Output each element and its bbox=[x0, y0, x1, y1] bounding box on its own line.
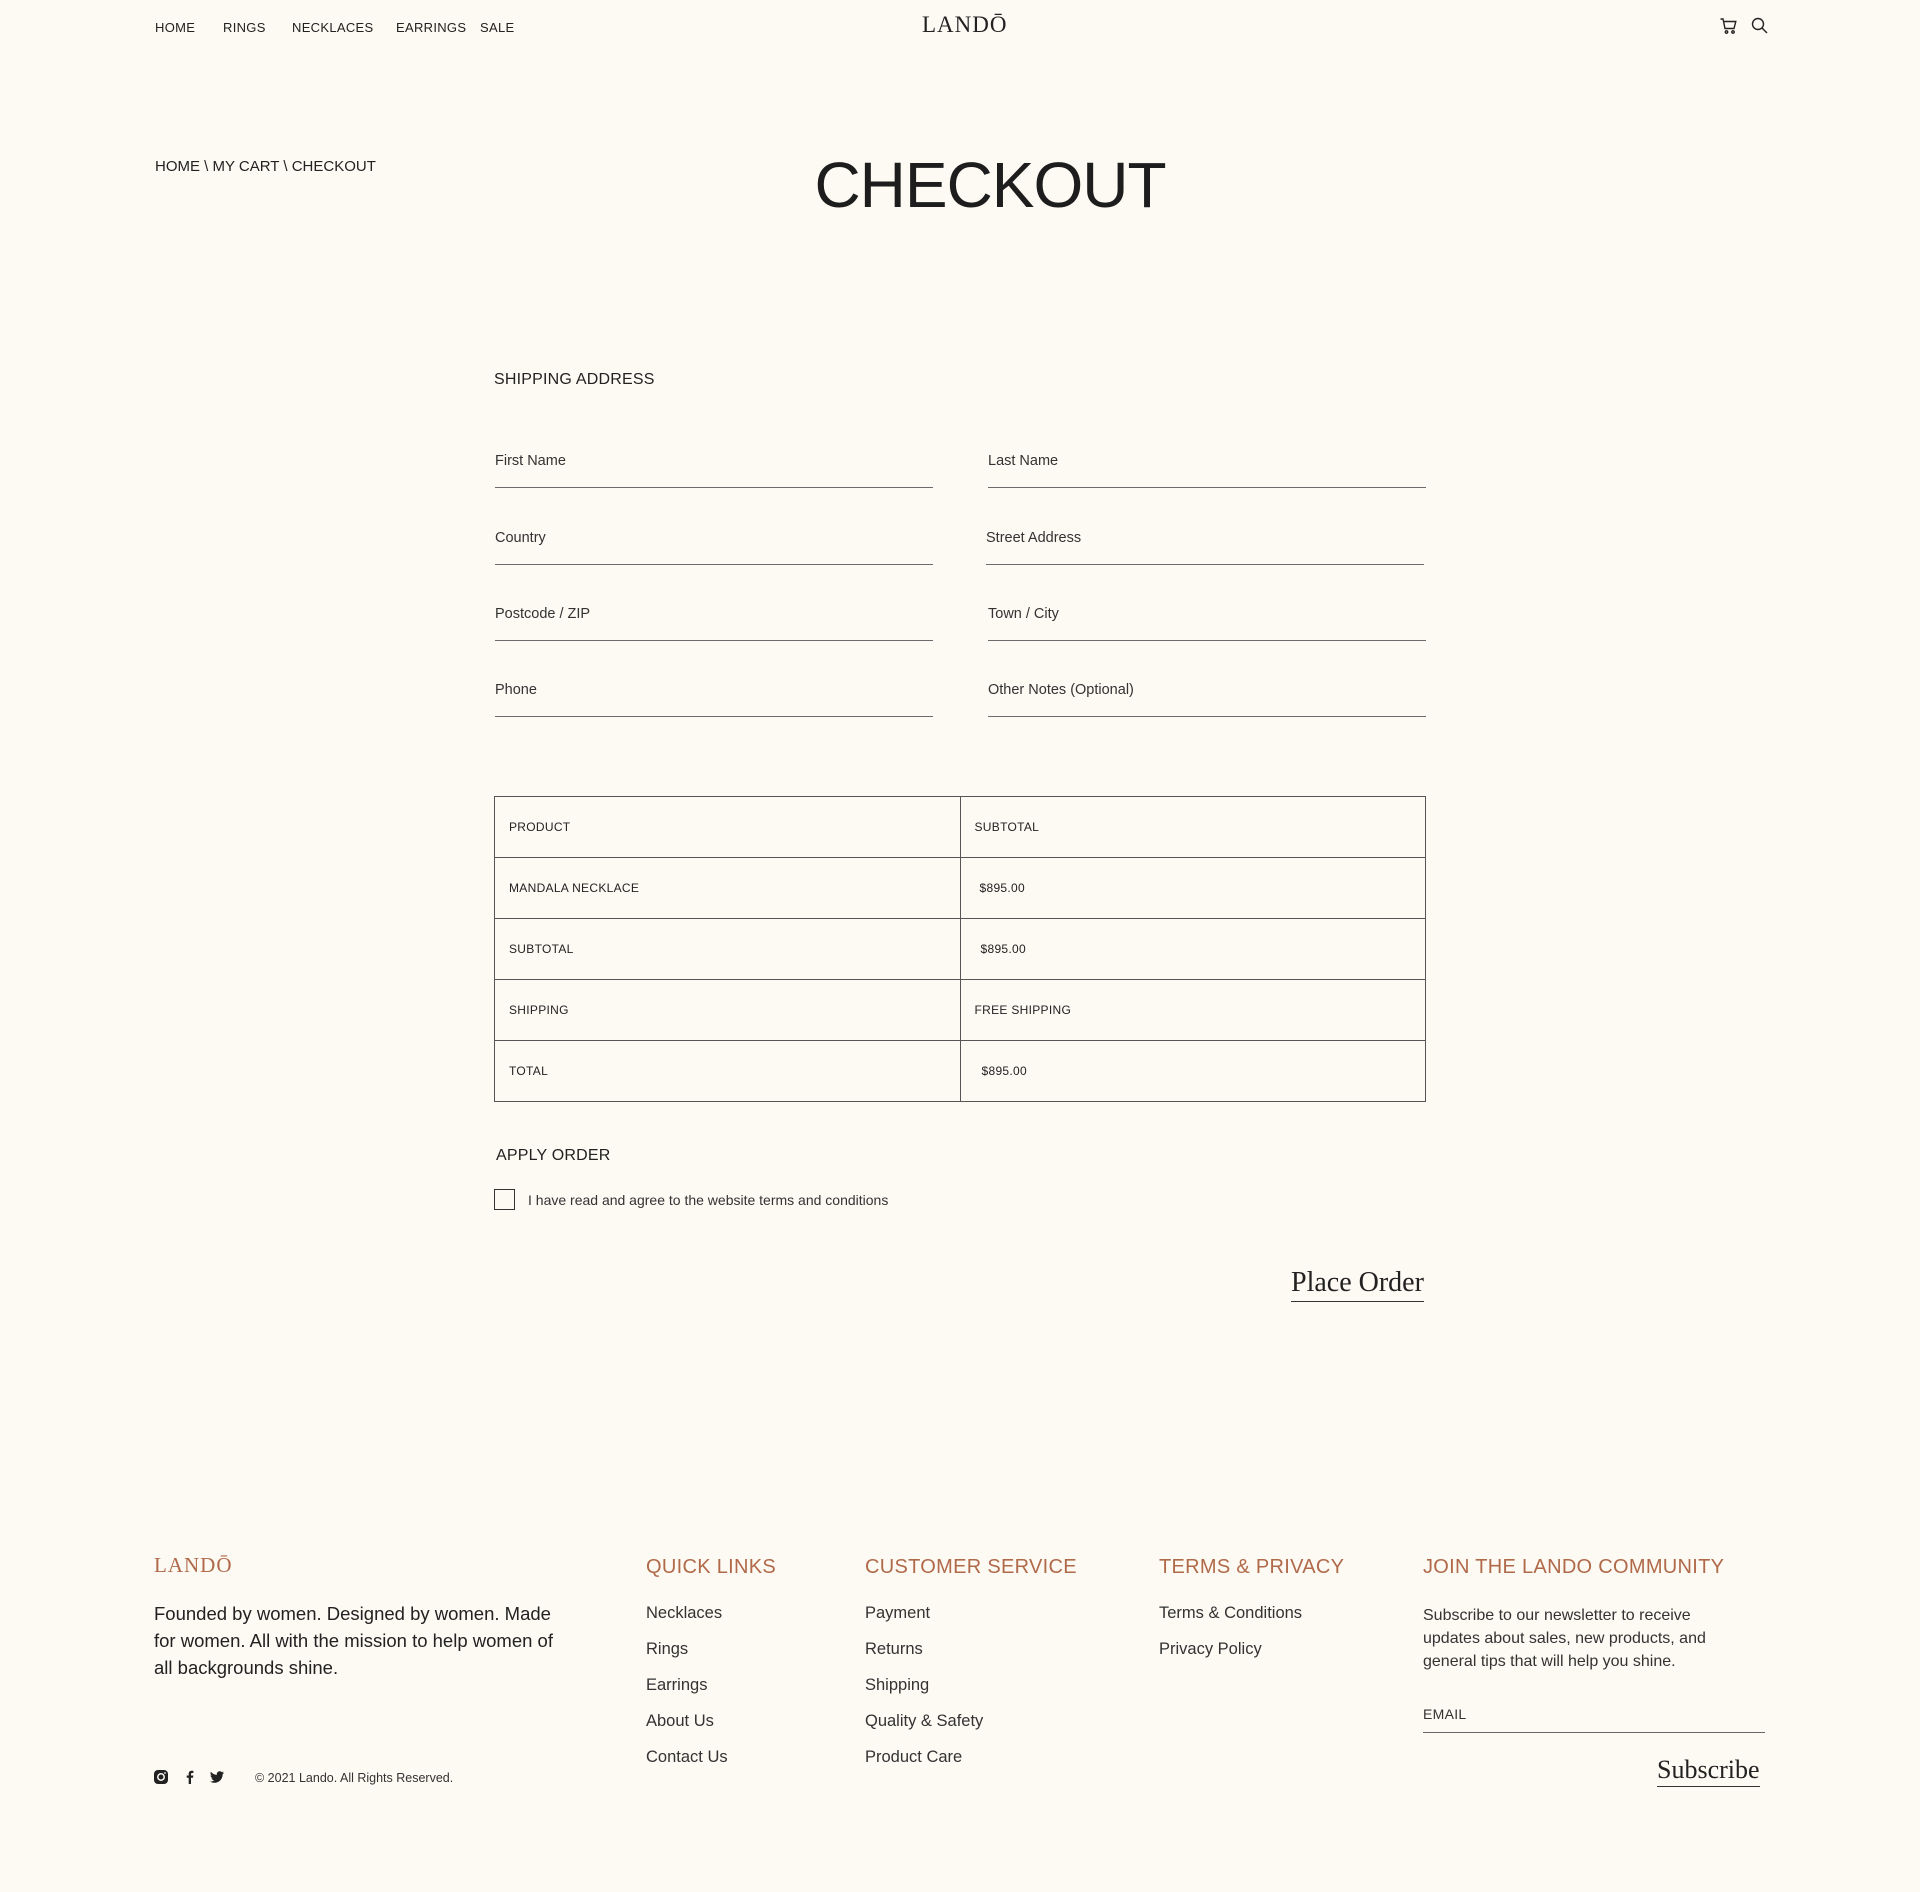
footer-link-returns[interactable]: Returns bbox=[865, 1640, 923, 1658]
last-name-label: Last Name bbox=[988, 453, 1059, 469]
first-name-label: First Name bbox=[495, 453, 566, 469]
nav-rings[interactable]: RINGS bbox=[223, 20, 266, 35]
facebook-icon[interactable] bbox=[182, 1769, 198, 1785]
total-value: $895.00 bbox=[960, 1041, 1426, 1102]
quick-links-heading: QUICK LINKS bbox=[646, 1556, 776, 1578]
country-field[interactable] bbox=[495, 530, 933, 565]
nav-earrings[interactable]: EARRINGS bbox=[396, 20, 467, 35]
customer-service-list bbox=[865, 1604, 983, 1784]
footer-link-privacy-policy[interactable]: Privacy Policy bbox=[1159, 1640, 1262, 1658]
postcode-input[interactable] bbox=[495, 620, 937, 638]
terms-checkbox[interactable] bbox=[494, 1189, 515, 1210]
footer-link-terms-conditions[interactable]: Terms & Conditions bbox=[1159, 1604, 1303, 1622]
footer-link-earrings[interactable]: Earrings bbox=[646, 1676, 708, 1694]
town-city-field[interactable] bbox=[988, 606, 1426, 641]
nav-necklaces[interactable]: NECKLACES bbox=[292, 20, 374, 35]
shipping-value: FREE SHIPPING bbox=[960, 980, 1426, 1041]
header-logo[interactable]: LANDŌ bbox=[922, 12, 1008, 37]
terms-privacy-list bbox=[1159, 1604, 1302, 1676]
table-row bbox=[495, 919, 1426, 980]
phone-input[interactable] bbox=[495, 696, 937, 714]
postcode-label: Postcode / ZIP bbox=[495, 606, 591, 622]
product-price: $895.00 bbox=[960, 858, 1426, 919]
other-notes-label: Other Notes (Optional) bbox=[988, 682, 1134, 698]
search-icon[interactable] bbox=[1750, 16, 1770, 36]
twitter-icon[interactable] bbox=[209, 1769, 225, 1785]
email-label: EMAIL bbox=[1423, 1706, 1467, 1722]
first-name-field[interactable] bbox=[495, 453, 933, 488]
quick-links-list bbox=[646, 1604, 728, 1784]
table-row bbox=[495, 858, 1426, 919]
terms-label[interactable]: I have read and agree to the website terms and conditions bbox=[528, 1191, 889, 1208]
last-name-input[interactable] bbox=[988, 467, 1430, 485]
cart-icon[interactable] bbox=[1719, 16, 1739, 36]
subscribe-button[interactable]: Subscribe bbox=[1657, 1755, 1760, 1787]
shipping-address-heading: SHIPPING ADDRESS bbox=[494, 371, 655, 388]
instagram-icon[interactable] bbox=[153, 1769, 169, 1785]
postcode-field[interactable] bbox=[495, 606, 933, 641]
nav-home[interactable]: HOME bbox=[155, 20, 196, 35]
table-header-row bbox=[495, 797, 1426, 858]
nav-sale[interactable]: SALE bbox=[480, 20, 515, 35]
page-title: CHECKOUT bbox=[814, 149, 1166, 221]
street-address-label: Street Address bbox=[986, 530, 1082, 546]
last-name-field[interactable] bbox=[988, 453, 1426, 488]
footer-link-payment[interactable]: Payment bbox=[865, 1604, 931, 1622]
subtotal-header: SUBTOTAL bbox=[960, 797, 1426, 858]
town-city-label: Town / City bbox=[988, 606, 1059, 622]
newsletter-text: Subscribe to our newsletter to receive updates about sales, new products, and general tips that will help you shine. bbox=[1423, 1607, 1706, 1670]
subtotal-label: SUBTOTAL bbox=[495, 919, 961, 980]
footer-link-rings[interactable]: Rings bbox=[646, 1640, 689, 1658]
town-city-input[interactable] bbox=[988, 620, 1430, 638]
product-header: PRODUCT bbox=[495, 797, 961, 858]
table-row bbox=[495, 1041, 1426, 1102]
community-heading: JOIN THE LANDO COMMUNITY bbox=[1423, 1556, 1725, 1578]
phone-label: Phone bbox=[495, 682, 537, 698]
footer-tagline: Founded by women. Designed by women. Made for women. All with the mission to help women of all backgrounds shine. bbox=[154, 1603, 553, 1678]
phone-field[interactable] bbox=[495, 682, 933, 717]
shipping-label: SHIPPING bbox=[495, 980, 961, 1041]
footer-link-shipping[interactable]: Shipping bbox=[865, 1676, 930, 1694]
email-field[interactable] bbox=[1423, 1704, 1765, 1733]
footer-link-quality-safety[interactable]: Quality & Safety bbox=[865, 1712, 984, 1730]
terms-privacy-heading: TERMS & PRIVACY bbox=[1159, 1556, 1345, 1578]
total-label: TOTAL bbox=[495, 1041, 961, 1102]
footer-link-product-care[interactable]: Product Care bbox=[865, 1748, 963, 1766]
country-input[interactable] bbox=[495, 544, 937, 562]
country-label: Country bbox=[495, 530, 546, 546]
footer-logo[interactable]: LANDŌ bbox=[154, 1553, 233, 1577]
subtotal-value: $895.00 bbox=[960, 919, 1426, 980]
footer-link-necklaces[interactable]: Necklaces bbox=[646, 1604, 723, 1622]
first-name-input[interactable] bbox=[495, 467, 937, 485]
copyright: © 2021 Lando. All Rights Reserved. bbox=[255, 1771, 454, 1785]
product-name: MANDALA NECKLACE bbox=[495, 858, 961, 919]
breadcrumb[interactable]: HOME \ MY CART \ CHECKOUT bbox=[155, 158, 376, 175]
apply-order-heading: APPLY ORDER bbox=[496, 1147, 611, 1164]
street-address-field[interactable] bbox=[986, 530, 1424, 565]
other-notes-field[interactable] bbox=[988, 682, 1426, 717]
footer-link-contact-us[interactable]: Contact Us bbox=[646, 1748, 728, 1766]
customer-service-heading: CUSTOMER SERVICE bbox=[865, 1556, 1077, 1578]
street-address-input[interactable] bbox=[986, 544, 1428, 562]
footer-link-about-us[interactable]: About Us bbox=[646, 1712, 714, 1730]
order-summary-table bbox=[494, 796, 1426, 1102]
table-row bbox=[495, 980, 1426, 1041]
place-order-button[interactable]: Place Order bbox=[1291, 1267, 1424, 1302]
terms-row bbox=[494, 1189, 888, 1210]
other-notes-input[interactable] bbox=[988, 696, 1430, 714]
